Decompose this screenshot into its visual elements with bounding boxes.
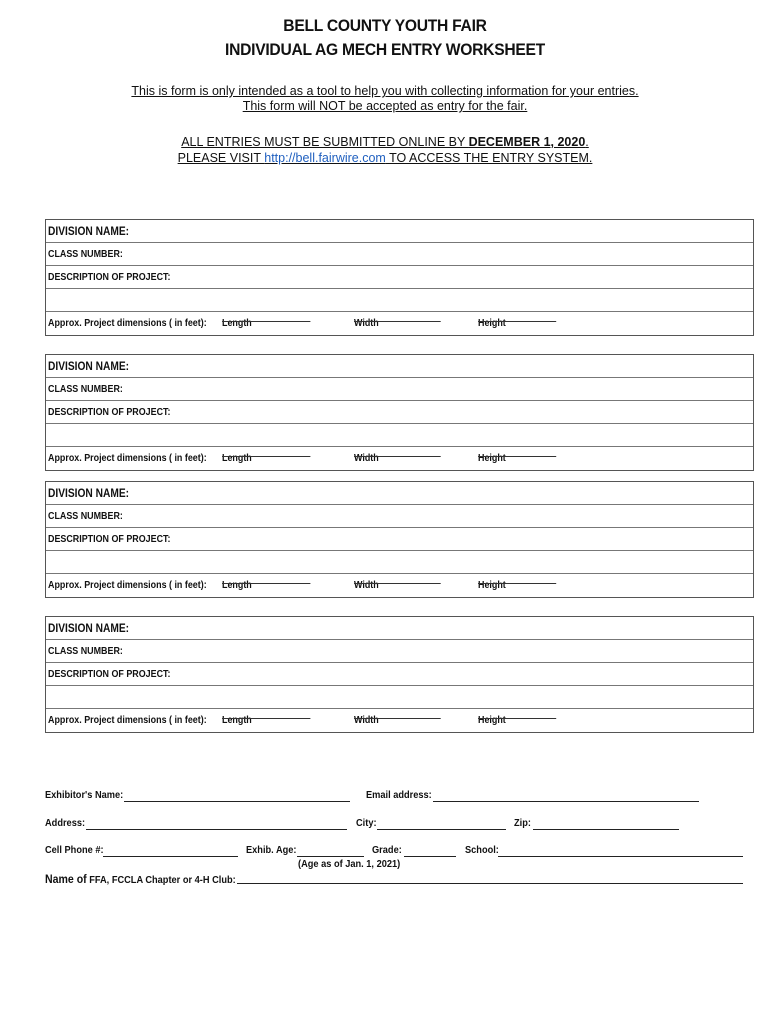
width-label: Width (354, 714, 379, 726)
class-label: CLASS NUMBER: (48, 510, 123, 522)
division-label: DIVISION NAME: (48, 224, 130, 238)
class-number-field[interactable] (46, 243, 753, 266)
description-blank-line[interactable] (46, 551, 753, 574)
division-name-field[interactable] (46, 220, 753, 243)
address-field (45, 817, 91, 829)
height-blank[interactable] (478, 574, 556, 584)
description-field[interactable] (46, 663, 753, 686)
age-label: Exhib. Age: (246, 844, 297, 856)
length-blank[interactable] (222, 709, 310, 719)
height-label: Height (478, 579, 506, 591)
description-field[interactable] (46, 401, 753, 424)
school-label: School: (465, 844, 499, 856)
length-blank[interactable] (222, 574, 310, 584)
disclaimer-line-2: This form will NOT be accepted as entry for the fair. (242, 99, 528, 113)
address-label: Address: (45, 817, 86, 829)
width-label: Width (354, 317, 379, 329)
grade-blank[interactable] (404, 856, 456, 857)
dimensions-label: Approx. Project dimensions ( in feet): (48, 317, 207, 329)
address-blank[interactable] (86, 829, 347, 830)
length-label: Length (222, 714, 252, 726)
dimensions-row (46, 312, 753, 335)
division-name-field[interactable] (46, 482, 753, 505)
length-blank[interactable] (222, 312, 310, 322)
visit-notice (0, 151, 770, 165)
width-blank[interactable] (354, 312, 441, 322)
width-blank[interactable] (354, 574, 441, 584)
visit-prefix: PLEASE VISIT (177, 151, 265, 165)
division-label: DIVISION NAME: (48, 486, 130, 500)
length-blank[interactable] (222, 447, 310, 457)
grade-label: Grade: (372, 844, 402, 856)
description-field[interactable] (46, 266, 753, 289)
dimensions-row (46, 574, 753, 597)
exhibitor-name-field (45, 789, 134, 801)
description-blank-line[interactable] (46, 289, 753, 312)
grade-field (372, 844, 406, 856)
description-label: DESCRIPTION OF PROJECT: (48, 668, 171, 680)
class-number-field[interactable] (46, 505, 753, 528)
cell-phone-field (45, 844, 112, 856)
class-number-field[interactable] (46, 378, 753, 401)
dimensions-row (46, 447, 753, 470)
description-blank-line[interactable] (46, 686, 753, 709)
division-name-field[interactable] (46, 355, 753, 378)
email-field (366, 789, 441, 801)
chapter-label-b: FFA, FCCLA Chapter or 4-H Club: (86, 874, 236, 886)
form-subtitle: INDIVIDUAL AG MECH ENTRY WORKSHEET (225, 40, 545, 59)
height-blank[interactable] (478, 709, 556, 719)
entry-block-1 (45, 219, 754, 336)
fairwire-link[interactable]: http://bell.fairwire.com (264, 151, 386, 165)
cell-phone-blank[interactable] (103, 856, 238, 857)
exhibitor-name-label: Exhibitor's Name: (45, 789, 124, 801)
height-label: Height (478, 452, 506, 464)
zip-blank[interactable] (533, 829, 679, 830)
school-blank[interactable] (498, 856, 743, 857)
height-blank[interactable] (478, 447, 556, 457)
class-number-field[interactable] (46, 640, 753, 663)
zip-field (514, 817, 533, 829)
school-field (465, 844, 504, 856)
deadline-date: DECEMBER 1, 2020 (468, 135, 586, 149)
description-label: DESCRIPTION OF PROJECT: (48, 271, 171, 283)
width-blank[interactable] (354, 447, 441, 457)
city-label: City: (356, 817, 377, 829)
class-label: CLASS NUMBER: (48, 248, 123, 260)
height-blank[interactable] (478, 312, 556, 322)
disclaimer-line-1: This is form is only intended as a tool to help you with collecting information for your entries. (131, 84, 639, 98)
deadline-notice (0, 135, 770, 149)
dimensions-label: Approx. Project dimensions ( in feet): (48, 579, 207, 591)
width-label: Width (354, 579, 379, 591)
entry-block-2 (45, 354, 754, 471)
age-field (246, 844, 303, 856)
entry-block-3 (45, 481, 754, 598)
length-label: Length (222, 317, 252, 329)
class-label: CLASS NUMBER: (48, 645, 123, 657)
height-label: Height (478, 714, 506, 726)
description-field[interactable] (46, 528, 753, 551)
dimensions-label: Approx. Project dimensions ( in feet): (48, 714, 207, 726)
division-label: DIVISION NAME: (48, 621, 130, 635)
chapter-label-a: Name of (45, 872, 87, 886)
form-title: BELL COUNTY YOUTH FAIR (283, 16, 487, 35)
entry-block-4 (45, 616, 754, 733)
class-label: CLASS NUMBER: (48, 383, 123, 395)
zip-label: Zip: (514, 817, 531, 829)
description-blank-line[interactable] (46, 424, 753, 447)
age-blank[interactable] (297, 856, 364, 857)
city-field (356, 817, 379, 829)
age-note: (Age as of Jan. 1, 2021) (298, 858, 401, 870)
email-blank[interactable] (433, 801, 699, 802)
length-label: Length (222, 579, 252, 591)
email-label: Email address: (366, 789, 432, 801)
city-blank[interactable] (377, 829, 506, 830)
height-label: Height (478, 317, 506, 329)
deadline-suffix: . (585, 135, 589, 149)
dimensions-row (46, 709, 753, 732)
deadline-prefix: ALL ENTRIES MUST BE SUBMITTED ONLINE BY (181, 135, 469, 149)
description-label: DESCRIPTION OF PROJECT: (48, 406, 171, 418)
description-label: DESCRIPTION OF PROJECT: (48, 533, 171, 545)
division-name-field[interactable] (46, 617, 753, 640)
chapter-blank[interactable] (237, 883, 743, 884)
width-blank[interactable] (354, 709, 441, 719)
division-label: DIVISION NAME: (48, 359, 130, 373)
width-label: Width (354, 452, 379, 464)
length-label: Length (222, 452, 252, 464)
chapter-field (45, 872, 262, 886)
exhibitor-name-blank[interactable] (124, 801, 350, 802)
dimensions-label: Approx. Project dimensions ( in feet): (48, 452, 207, 464)
visit-suffix: TO ACCESS THE ENTRY SYSTEM. (385, 151, 593, 165)
cell-phone-label: Cell Phone #: (45, 844, 104, 856)
